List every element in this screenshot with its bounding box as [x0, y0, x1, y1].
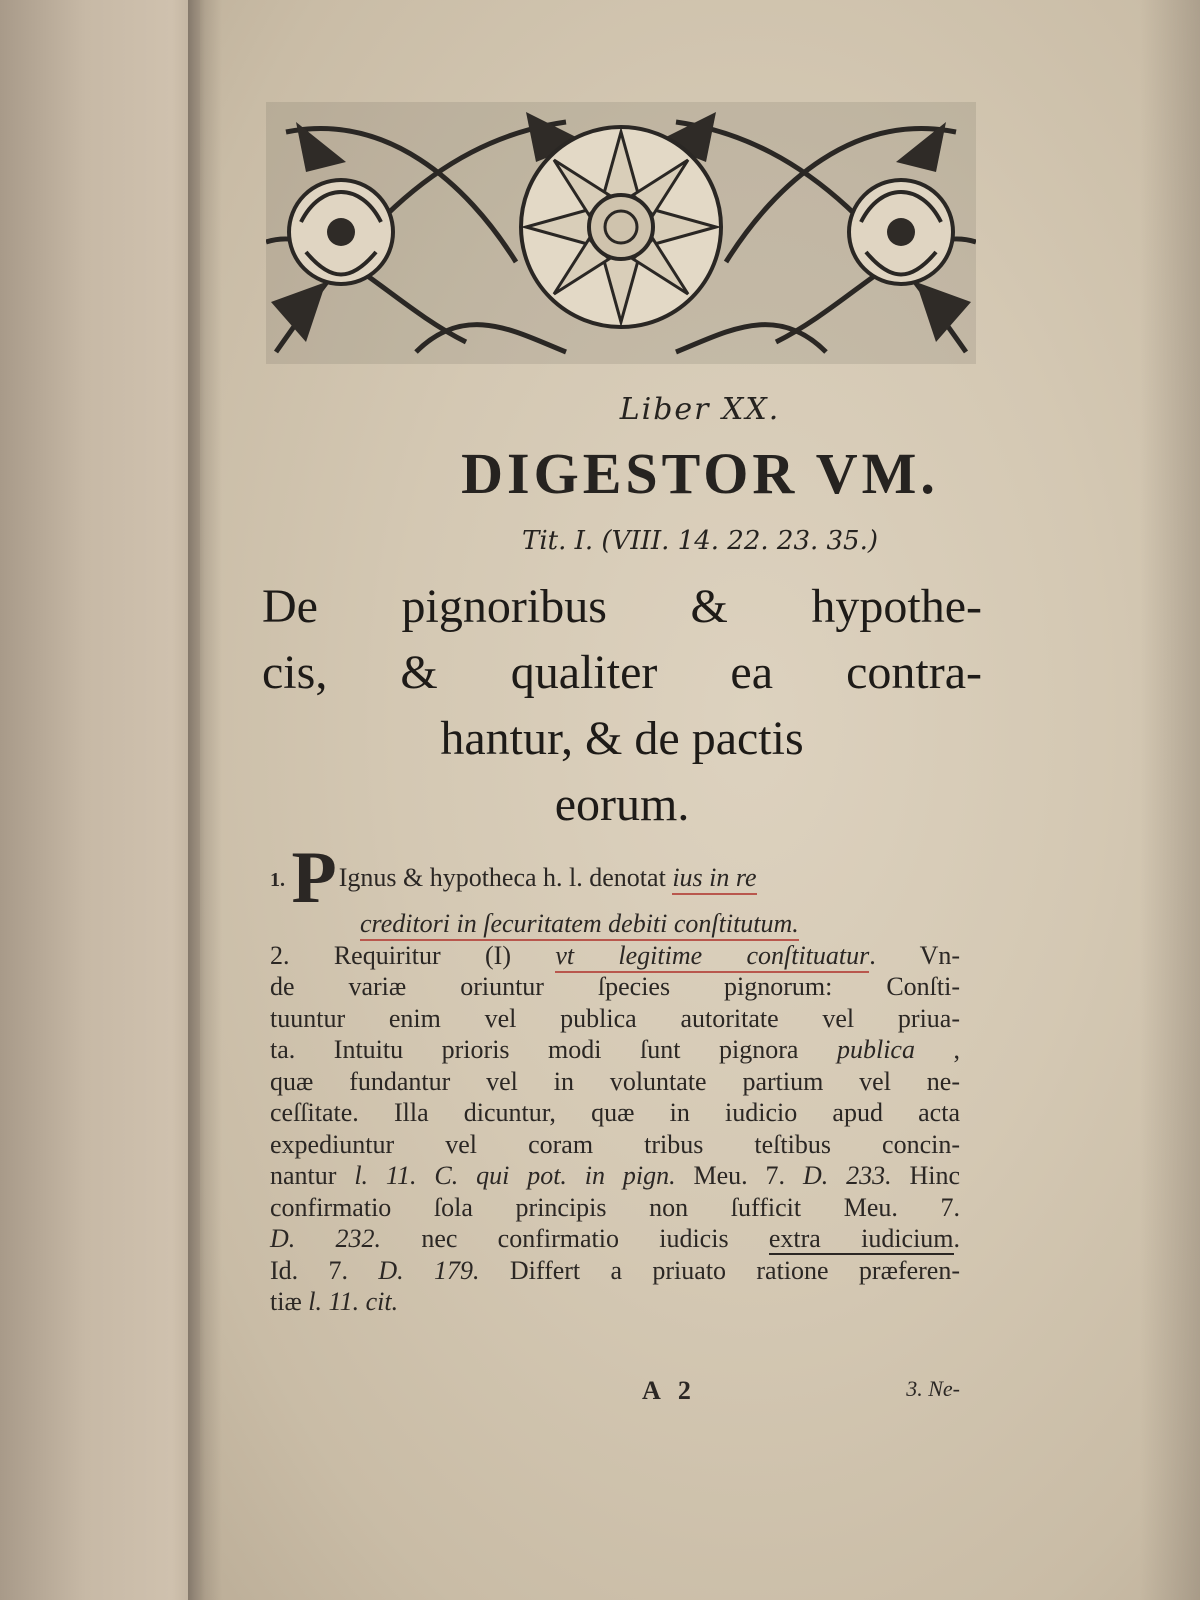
text-run: nantur: [270, 1161, 337, 1190]
text-line: expediuntur vel coram tribus teſtibus concin-: [270, 1129, 960, 1159]
title-line: eorum.: [554, 778, 690, 831]
italic-text: publica: [836, 1035, 915, 1064]
digestorum-heading: DIGESTOR VM.: [461, 441, 939, 506]
underlined-text: extra iudicium: [768, 1224, 954, 1253]
text-run: .: [953, 1224, 961, 1253]
italic-underlined-text: vt legitime conſtituatur: [555, 941, 869, 973]
body-text: [270, 837, 961, 1318]
text-line: confirmatio ſola principis non ſufficit Meu. 7.: [270, 1192, 960, 1222]
catchword: 3. Ne-: [906, 1376, 960, 1401]
book-gutter: [188, 0, 222, 1600]
text-run: Differt a priuato ratione præferen-: [509, 1255, 960, 1285]
paragraph-1-line-2: [270, 908, 960, 940]
text-line: [270, 1160, 960, 1192]
text-run: Ignus & hypotheca h. l. denotat: [338, 863, 666, 892]
book-number-heading: Liber XX.: [619, 392, 781, 427]
text-run: 2. Requiritur (I): [270, 940, 511, 970]
text-run: Id. 7.: [270, 1255, 349, 1285]
text-run: nec confirmatio iudicis: [421, 1224, 729, 1253]
italic-text: D. 179.: [378, 1255, 480, 1285]
text-run: tiæ: [270, 1287, 302, 1316]
text-line: [270, 1286, 960, 1318]
signature-mark: A 2: [642, 1376, 697, 1405]
text-line: ceſſitate. Illa dicuntur, quæ in iudicio apud acta: [270, 1098, 960, 1127]
drop-cap: P: [291, 837, 337, 919]
text-line: quæ fundantur vel in voluntate partium vel ne-: [270, 1066, 960, 1096]
text-run: ta. Intuitu prioris modi ſunt pignora: [270, 1035, 799, 1064]
paragraph-number: 1.: [270, 869, 285, 891]
title-line: hantur, & de pactis: [440, 712, 804, 765]
page-edge-shadow: [1140, 0, 1200, 1600]
text-line: [270, 1223, 960, 1255]
italic-underlined-text: ius in re: [672, 863, 756, 895]
text-run: Meu. 7.: [693, 1161, 786, 1190]
text-run: . Vn-: [869, 940, 961, 970]
page-footer: [270, 1376, 960, 1416]
left-page: [0, 0, 215, 1600]
text-line: [270, 1255, 960, 1287]
title-line: cis, & qualiter ea contra-: [262, 646, 982, 699]
section-title: [262, 574, 982, 838]
text-line: tuuntur enim vel publica autoritate vel priua-: [270, 1003, 960, 1033]
title-reference: Tit. I. (VIII. 14. 22. 23. 35.): [521, 526, 879, 556]
paragraph-1-line-1: [270, 837, 960, 919]
text-line: [270, 940, 960, 972]
italic-text: l. 11. cit.: [308, 1287, 399, 1316]
text-run: ,: [953, 1035, 960, 1064]
title-line: De pignoribus & hypothe-: [262, 580, 982, 633]
text-line: [270, 1034, 960, 1066]
italic-text: D. 233.: [802, 1161, 892, 1190]
italic-underlined-text: creditori in ſecuritatem debiti conſtitutum.: [360, 909, 799, 941]
italic-text: D. 232.: [270, 1224, 382, 1253]
italic-text: l. 11. C. qui pot. in pign.: [354, 1161, 676, 1190]
text-line: de variæ oriuntur ſpecies pignorum: Conſti-: [270, 972, 960, 1001]
floral-headpiece-ornament: [266, 102, 976, 364]
text-run: Hinc: [909, 1161, 961, 1190]
